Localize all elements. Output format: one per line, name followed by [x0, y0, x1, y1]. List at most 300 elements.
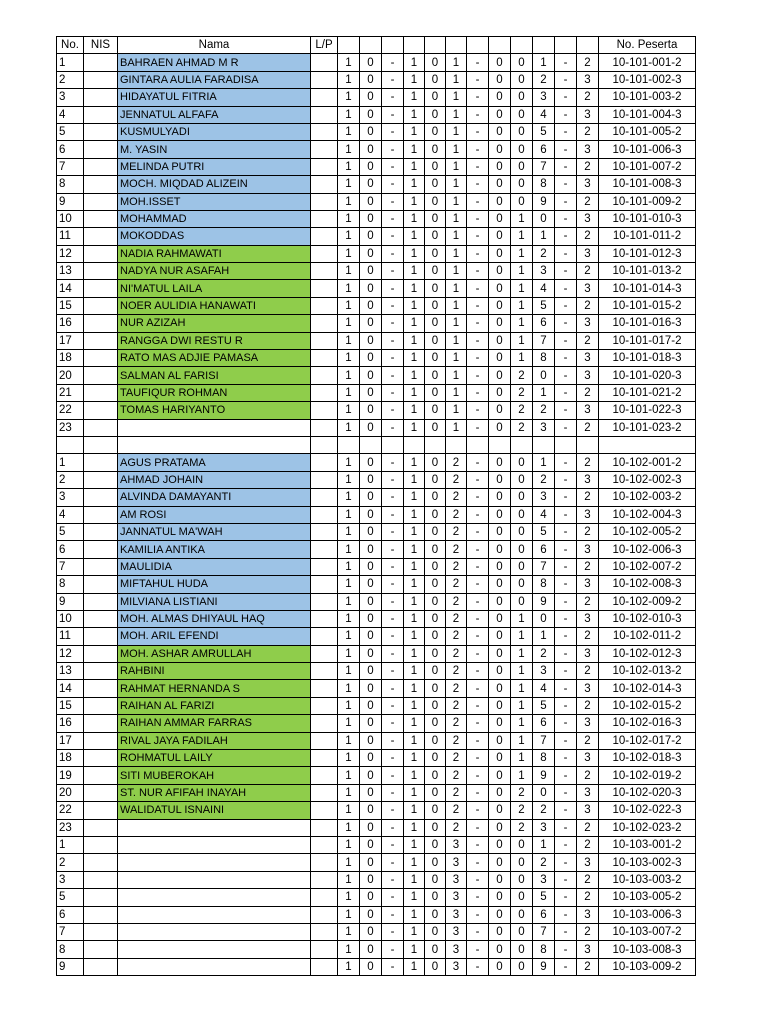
code-digit: - [555, 784, 577, 801]
code-digit: 2 [446, 454, 467, 471]
code-digit: 0 [360, 628, 382, 645]
table-row [57, 784, 696, 801]
gender-cell [311, 332, 338, 349]
code-digit: 3 [577, 941, 599, 958]
participant-number: 10-102-017-2 [599, 732, 696, 749]
code-digit: - [467, 715, 489, 732]
code-digit: 0 [511, 923, 533, 940]
code-digit: - [467, 332, 489, 349]
code-digit: - [555, 732, 577, 749]
table-row [57, 506, 696, 523]
code-digit: - [467, 350, 489, 367]
code-digit: - [555, 767, 577, 784]
code-digit: 1 [338, 541, 360, 558]
code-digit: 0 [489, 263, 511, 280]
code-digit: 0 [360, 610, 382, 627]
code-digit: - [382, 384, 404, 401]
gender-cell [311, 523, 338, 540]
code-digit: - [555, 523, 577, 540]
nis-cell [84, 941, 118, 958]
code-digit: 0 [360, 419, 382, 436]
code-digit: 1 [338, 889, 360, 906]
student-name: ST. NUR AFIFAH INAYAH [118, 784, 311, 801]
code-digit: - [382, 402, 404, 419]
header-code-11 [555, 37, 577, 54]
code-digit: 1 [404, 123, 425, 140]
nis-cell [84, 350, 118, 367]
code-digit: 0 [511, 193, 533, 210]
code-digit: 0 [360, 315, 382, 332]
table-row [57, 367, 696, 384]
code-digit: - [382, 784, 404, 801]
code-digit: - [555, 506, 577, 523]
code-digit: 0 [360, 923, 382, 940]
student-name: AM ROSI [118, 506, 311, 523]
table-row [57, 210, 696, 227]
participant-number: 10-102-006-3 [599, 541, 696, 558]
code-digit: 1 [404, 906, 425, 923]
code-digit: 1 [338, 836, 360, 853]
participant-number: 10-102-020-3 [599, 784, 696, 801]
code-digit: - [467, 819, 489, 836]
code-digit: 0 [489, 645, 511, 662]
header-code-12 [577, 37, 599, 54]
code-digit: 1 [511, 228, 533, 245]
code-digit: - [467, 576, 489, 593]
student-name [118, 941, 311, 958]
code-digit: 8 [533, 350, 555, 367]
code-digit: 1 [511, 610, 533, 627]
student-name: MIFTAHUL HUDA [118, 576, 311, 593]
code-digit: - [555, 315, 577, 332]
nis-cell [84, 71, 118, 88]
row-number: 20 [57, 784, 84, 801]
code-digit: 0 [360, 210, 382, 227]
gender-cell [311, 958, 338, 975]
code-digit: - [382, 645, 404, 662]
student-name: BAHRAEN AHMAD M R [118, 54, 311, 71]
code-digit: 1 [338, 54, 360, 71]
participant-number: 10-102-022-3 [599, 802, 696, 819]
code-digit: 1 [404, 158, 425, 175]
code-digit: 0 [489, 89, 511, 106]
code-digit: 3 [533, 89, 555, 106]
code-digit: 2 [446, 697, 467, 714]
code-digit: 0 [425, 663, 446, 680]
row-number: 16 [57, 315, 84, 332]
empty-cell [467, 436, 489, 453]
code-digit: - [382, 836, 404, 853]
row-number: 23 [57, 819, 84, 836]
code-digit: 3 [446, 941, 467, 958]
row-number: 8 [57, 176, 84, 193]
nis-cell [84, 106, 118, 123]
code-digit: 0 [511, 141, 533, 158]
code-digit: - [382, 923, 404, 940]
table-row [57, 245, 696, 262]
table-row [57, 523, 696, 540]
code-digit: - [382, 489, 404, 506]
code-digit: 2 [577, 628, 599, 645]
code-digit: 3 [533, 871, 555, 888]
student-name [118, 958, 311, 975]
code-digit: 0 [489, 297, 511, 314]
code-digit: - [467, 593, 489, 610]
code-digit: 1 [338, 402, 360, 419]
code-digit: 2 [446, 767, 467, 784]
code-digit: - [382, 280, 404, 297]
code-digit: 0 [360, 228, 382, 245]
student-name: KAMILIA ANTIKA [118, 541, 311, 558]
code-digit: 0 [511, 123, 533, 140]
code-digit: 1 [404, 106, 425, 123]
student-name: ROHMATUL LAILY [118, 750, 311, 767]
code-digit: 1 [446, 141, 467, 158]
code-digit: 1 [338, 680, 360, 697]
code-digit: 0 [360, 871, 382, 888]
participant-number: 10-101-012-3 [599, 245, 696, 262]
code-digit: - [467, 663, 489, 680]
code-digit: 2 [577, 558, 599, 575]
code-digit: 0 [489, 576, 511, 593]
code-digit: 1 [446, 332, 467, 349]
nis-cell [84, 697, 118, 714]
code-digit: 0 [360, 958, 382, 975]
code-digit: 0 [425, 732, 446, 749]
code-digit: 0 [489, 141, 511, 158]
code-digit: - [555, 419, 577, 436]
table-row [57, 141, 696, 158]
code-digit: - [382, 715, 404, 732]
code-digit: - [467, 889, 489, 906]
code-digit: - [555, 384, 577, 401]
code-digit: 3 [577, 280, 599, 297]
code-digit: 0 [360, 732, 382, 749]
code-digit: 0 [489, 767, 511, 784]
code-digit: 0 [489, 123, 511, 140]
table-row [57, 89, 696, 106]
code-digit: 0 [489, 280, 511, 297]
student-name: RATO MAS ADJIE PAMASA [118, 350, 311, 367]
code-digit: 0 [489, 871, 511, 888]
code-digit: 1 [404, 193, 425, 210]
code-digit: - [555, 193, 577, 210]
table-row [57, 941, 696, 958]
code-digit: 0 [489, 610, 511, 627]
code-digit: 2 [446, 663, 467, 680]
row-number: 3 [57, 871, 84, 888]
student-name: RANGGA DWI RESTU R [118, 332, 311, 349]
code-digit: - [382, 419, 404, 436]
gender-cell [311, 854, 338, 871]
code-digit: - [555, 680, 577, 697]
code-digit: 0 [360, 750, 382, 767]
gender-cell [311, 732, 338, 749]
code-digit: 0 [360, 645, 382, 662]
nis-cell [84, 923, 118, 940]
code-digit: 1 [511, 663, 533, 680]
participant-number: 10-101-015-2 [599, 297, 696, 314]
code-digit: 1 [446, 71, 467, 88]
code-digit: - [555, 123, 577, 140]
code-digit: 0 [360, 402, 382, 419]
code-digit: 0 [425, 836, 446, 853]
code-digit: 0 [511, 158, 533, 175]
code-digit: 4 [533, 680, 555, 697]
code-digit: 0 [425, 819, 446, 836]
code-digit: 3 [577, 471, 599, 488]
gender-cell [311, 697, 338, 714]
row-number: 16 [57, 715, 84, 732]
nis-cell [84, 802, 118, 819]
table-row [57, 402, 696, 419]
participant-number: 10-101-014-3 [599, 280, 696, 297]
code-digit: 1 [338, 158, 360, 175]
table-row [57, 645, 696, 662]
code-digit: 3 [577, 784, 599, 801]
code-digit: 0 [511, 871, 533, 888]
code-digit: 1 [404, 558, 425, 575]
code-digit: 2 [533, 245, 555, 262]
empty-cell [489, 436, 511, 453]
gender-cell [311, 593, 338, 610]
code-digit: 7 [533, 332, 555, 349]
code-digit: 0 [489, 54, 511, 71]
code-digit: - [382, 767, 404, 784]
nis-cell [84, 750, 118, 767]
table-row [57, 576, 696, 593]
code-digit: - [382, 506, 404, 523]
header-code-1 [338, 37, 360, 54]
code-digit: 1 [533, 228, 555, 245]
code-digit: - [382, 245, 404, 262]
code-digit: - [555, 697, 577, 714]
student-name: MELINDA PUTRI [118, 158, 311, 175]
code-digit: 0 [489, 350, 511, 367]
code-digit: 5 [533, 697, 555, 714]
code-digit: 1 [404, 767, 425, 784]
code-digit: 0 [425, 941, 446, 958]
code-digit: 0 [511, 941, 533, 958]
student-name: AHMAD JOHAIN [118, 471, 311, 488]
code-digit: 1 [338, 923, 360, 940]
code-digit: 2 [577, 228, 599, 245]
student-name [118, 836, 311, 853]
table-row [57, 767, 696, 784]
code-digit: 2 [446, 750, 467, 767]
code-digit: 1 [338, 558, 360, 575]
code-digit: 1 [446, 176, 467, 193]
code-digit: 9 [533, 958, 555, 975]
student-name: NADIA RAHMAWATI [118, 245, 311, 262]
code-digit: - [467, 628, 489, 645]
code-digit: 3 [577, 141, 599, 158]
table-row [57, 489, 696, 506]
code-digit: 0 [489, 750, 511, 767]
code-digit: 1 [404, 610, 425, 627]
nis-cell [84, 871, 118, 888]
code-digit: 3 [577, 906, 599, 923]
gender-cell [311, 489, 338, 506]
code-digit: 1 [338, 663, 360, 680]
row-number: 1 [57, 836, 84, 853]
code-digit: 3 [446, 854, 467, 871]
code-digit: 1 [404, 576, 425, 593]
code-digit: - [467, 193, 489, 210]
code-digit: - [382, 941, 404, 958]
code-digit: - [382, 732, 404, 749]
code-digit: 2 [577, 489, 599, 506]
code-digit: - [467, 367, 489, 384]
code-digit: 2 [446, 680, 467, 697]
code-digit: 1 [338, 419, 360, 436]
code-digit: 0 [360, 245, 382, 262]
code-digit: 1 [446, 89, 467, 106]
code-digit: 0 [360, 941, 382, 958]
participant-number: 10-102-007-2 [599, 558, 696, 575]
code-digit: 3 [577, 854, 599, 871]
code-digit: 0 [360, 193, 382, 210]
code-digit: 2 [577, 54, 599, 71]
code-digit: 0 [511, 541, 533, 558]
code-digit: - [467, 523, 489, 540]
code-digit: 1 [338, 906, 360, 923]
gender-cell [311, 384, 338, 401]
code-digit: 0 [425, 610, 446, 627]
code-digit: 0 [425, 802, 446, 819]
code-digit: 1 [404, 941, 425, 958]
row-number: 2 [57, 71, 84, 88]
header-code-3 [382, 37, 404, 54]
code-digit: 6 [533, 141, 555, 158]
code-digit: - [467, 89, 489, 106]
code-digit: 1 [338, 228, 360, 245]
code-digit: 1 [446, 280, 467, 297]
nis-cell [84, 732, 118, 749]
code-digit: 1 [338, 802, 360, 819]
code-digit: 5 [533, 889, 555, 906]
code-digit: 1 [404, 315, 425, 332]
code-digit: 1 [404, 523, 425, 540]
gender-cell [311, 367, 338, 384]
row-number: 15 [57, 297, 84, 314]
code-digit: 0 [360, 141, 382, 158]
header-code-2 [360, 37, 382, 54]
header-code-8 [489, 37, 511, 54]
code-digit: - [382, 106, 404, 123]
code-digit: - [467, 419, 489, 436]
student-name: WALIDATUL ISNAINI [118, 802, 311, 819]
code-digit: 3 [577, 715, 599, 732]
code-digit: 6 [533, 541, 555, 558]
table-row [57, 384, 696, 401]
code-digit: 1 [404, 454, 425, 471]
code-digit: 1 [511, 263, 533, 280]
code-digit: - [382, 958, 404, 975]
code-digit: - [382, 628, 404, 645]
student-name: NOER AULIDIA HANAWATI [118, 297, 311, 314]
code-digit: 0 [489, 715, 511, 732]
gender-cell [311, 784, 338, 801]
code-digit: 0 [360, 54, 382, 71]
student-name: MOCH. MIQDAD ALIZEIN [118, 176, 311, 193]
gender-cell [311, 106, 338, 123]
nis-cell [84, 419, 118, 436]
table-row [57, 802, 696, 819]
participant-number: 10-101-011-2 [599, 228, 696, 245]
code-digit: - [555, 610, 577, 627]
code-digit: - [555, 471, 577, 488]
nis-cell [84, 836, 118, 853]
header-code-6 [446, 37, 467, 54]
table-row [57, 541, 696, 558]
code-digit: - [382, 750, 404, 767]
code-digit: 2 [446, 489, 467, 506]
table-row [57, 228, 696, 245]
nis-cell [84, 819, 118, 836]
nis-cell [84, 89, 118, 106]
student-name: SITI MUBEROKAH [118, 767, 311, 784]
participant-number: 10-102-023-2 [599, 819, 696, 836]
code-digit: 2 [446, 523, 467, 540]
code-digit: 0 [489, 210, 511, 227]
code-digit: 1 [404, 210, 425, 227]
header-peserta: No. Peserta [599, 37, 696, 54]
code-digit: - [555, 176, 577, 193]
code-digit: 0 [425, 750, 446, 767]
code-digit: - [467, 263, 489, 280]
code-digit: 1 [446, 106, 467, 123]
participant-number: 10-101-004-3 [599, 106, 696, 123]
code-digit: 3 [446, 871, 467, 888]
nis-cell [84, 332, 118, 349]
student-name: NADYA NUR ASAFAH [118, 263, 311, 280]
gender-cell [311, 663, 338, 680]
code-digit: - [467, 697, 489, 714]
code-digit: 0 [511, 54, 533, 71]
table-row [57, 71, 696, 88]
participant-number: 10-101-022-3 [599, 402, 696, 419]
code-digit: 2 [533, 645, 555, 662]
code-digit: - [555, 71, 577, 88]
code-digit: 1 [338, 750, 360, 767]
code-digit: 2 [511, 384, 533, 401]
code-digit: 2 [577, 593, 599, 610]
code-digit: 3 [446, 836, 467, 853]
code-digit: - [555, 958, 577, 975]
code-digit: 0 [425, 280, 446, 297]
code-digit: 0 [360, 819, 382, 836]
code-digit: - [467, 210, 489, 227]
code-digit: 3 [577, 350, 599, 367]
code-digit: - [555, 802, 577, 819]
row-number: 13 [57, 663, 84, 680]
code-digit: 0 [489, 558, 511, 575]
participant-number: 10-101-017-2 [599, 332, 696, 349]
code-digit: - [555, 263, 577, 280]
code-digit: 1 [338, 715, 360, 732]
participant-number: 10-101-003-2 [599, 89, 696, 106]
code-digit: 1 [446, 419, 467, 436]
code-digit: 1 [511, 750, 533, 767]
code-digit: - [382, 71, 404, 88]
student-name: TOMAS HARIYANTO [118, 402, 311, 419]
code-digit: 1 [404, 628, 425, 645]
code-digit: - [382, 454, 404, 471]
table-row [57, 419, 696, 436]
code-digit: 0 [511, 454, 533, 471]
gender-cell [311, 576, 338, 593]
